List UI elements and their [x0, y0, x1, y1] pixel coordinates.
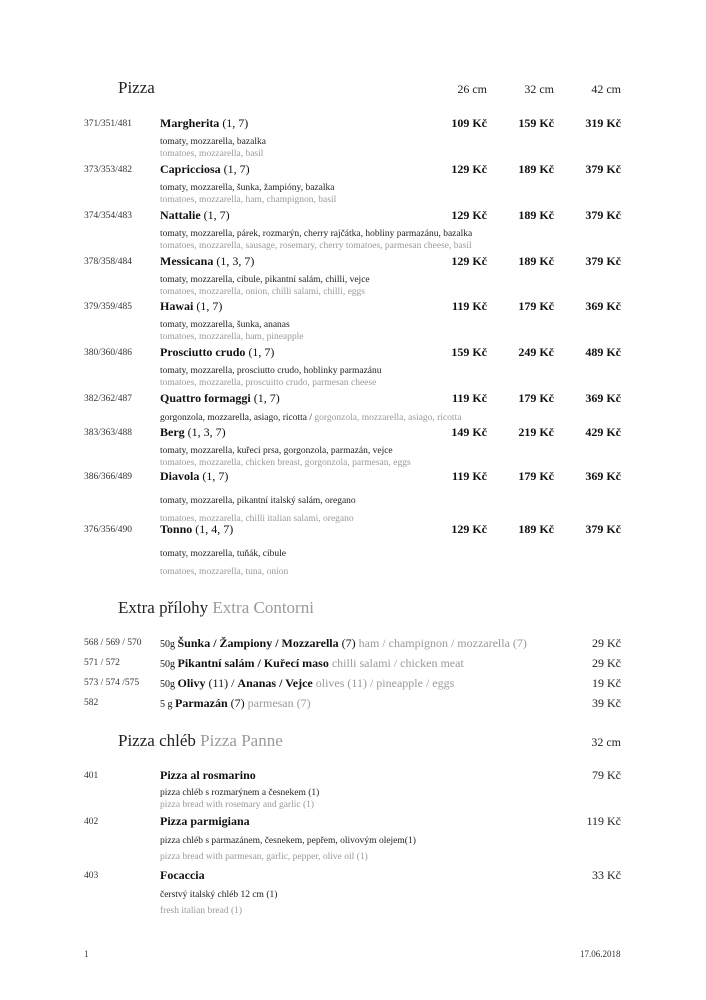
item-price: 119 Kč	[452, 469, 487, 483]
extra-qty: 50g	[160, 659, 178, 670]
extra-line	[160, 656, 464, 671]
item-allergens: (1, 7)	[193, 299, 223, 313]
extra-price: 29 Kč	[592, 656, 621, 670]
item-name: Diavola	[160, 469, 200, 483]
item-price: 129 Kč	[451, 522, 487, 536]
extra-name: Pikantní salám / Kuřecí maso	[177, 656, 329, 670]
item-desc-cz: tomaty, mozzarella, prosciutto crudo, hoblinky parmazánu	[160, 366, 382, 376]
bread-desc-en: pizza bread with rosemary and garlic (1)	[160, 800, 315, 810]
bread-desc-en: fresh italian bread (1)	[160, 906, 243, 916]
extra-allergens: (7)	[338, 636, 356, 650]
item-price: 189 Kč	[518, 254, 554, 268]
item-allergens: (1, 7)	[219, 116, 249, 130]
item-name-line	[160, 116, 248, 131]
item-price: 119 Kč	[452, 391, 487, 405]
item-price: 319 Kč	[585, 116, 621, 130]
item-desc-en: tomatoes, mozzarella, basil	[160, 149, 264, 159]
item-code: 383/363/488	[84, 428, 133, 438]
item-price: 369 Kč	[585, 299, 621, 313]
item-desc-en: tomatoes, mozzarella, tuna, onion	[160, 567, 289, 577]
extra-heading	[118, 598, 314, 618]
extra-price: 39 Kč	[592, 696, 621, 710]
item-allergens: (1, 7)	[199, 469, 229, 483]
item-name: Prosciutto crudo	[160, 345, 246, 359]
item-code: 380/360/486	[84, 348, 133, 358]
extra-qty: 50g	[160, 639, 178, 650]
item-price: 219 Kč	[518, 425, 554, 439]
item-price: 369 Kč	[585, 391, 621, 405]
bread-price: 79 Kč	[592, 768, 621, 782]
item-price: 159 Kč	[518, 116, 554, 130]
item-name-line	[160, 469, 228, 484]
item-name: Nattalie	[160, 208, 201, 222]
extra-name-2: Ananas / Vejce	[237, 676, 313, 690]
item-name-line	[160, 208, 230, 223]
item-allergens: (1, 7)	[220, 162, 250, 176]
extra-code: 582	[84, 698, 99, 708]
extra-line	[160, 636, 527, 651]
item-price: 189 Kč	[518, 208, 554, 222]
bread-heading-cz: Pizza chléb	[118, 731, 196, 750]
item-name-line	[160, 162, 250, 177]
item-desc-cz: gorgonzola, mozzarella, asiago, ricotta /	[160, 413, 315, 423]
item-desc-en: tomatoes, mozzarella, proscuitto crudo, parmesan cheese	[160, 378, 377, 388]
item-price: 489 Kč	[585, 345, 621, 359]
item-price: 379 Kč	[585, 162, 621, 176]
bread-name: Pizza parmigiana	[160, 814, 250, 828]
item-allergens: (1, 7)	[245, 345, 275, 359]
item-price: 109 Kč	[451, 116, 487, 130]
extra-name: Olivy	[177, 676, 206, 690]
item-desc-cz: tomaty, mozzarella, cibule, pikantní salám, chilli, vejce	[160, 275, 370, 285]
item-price: 179 Kč	[518, 469, 554, 483]
item-desc-en: gorgonzola, mozzarella, asiago, ricotta	[314, 413, 462, 423]
item-price: 129 Kč	[451, 208, 487, 222]
extra-en: ham / champignon / mozzarella (7)	[355, 636, 527, 650]
footer-date: 17.06.2018	[580, 949, 621, 959]
item-desc-en: tomatoes, mozzarella, chilli italian salami, oregano	[160, 514, 354, 524]
item-code: 386/366/489	[84, 472, 133, 482]
item-price: 129 Kč	[451, 254, 487, 268]
item-allergens: (1, 3, 7)	[213, 254, 255, 268]
item-name: Berg	[160, 425, 185, 439]
item-price: 159 Kč	[451, 345, 487, 359]
item-price: 149 Kč	[451, 425, 487, 439]
item-name-line	[160, 254, 254, 269]
pizza-heading: Pizza	[118, 78, 155, 97]
item-price: 379 Kč	[585, 254, 621, 268]
item-desc	[160, 413, 461, 423]
item-allergens: (1, 3, 7)	[184, 425, 226, 439]
bread-name: Pizza al rosmarino	[160, 768, 256, 782]
col-header-42: 42 cm	[591, 82, 621, 96]
item-price: 429 Kč	[585, 425, 621, 439]
item-price: 179 Kč	[518, 391, 554, 405]
item-desc-cz: tomaty, mozzarella, šunka, ananas	[160, 320, 290, 330]
item-desc-en: tomatoes, mozzarella, chicken breast, gorgonzola, parmesan, eggs	[160, 458, 411, 468]
bread-desc-cz: pizza chléb s parmazánem, česnekem, pepřem, olivovým olejem(1)	[160, 836, 416, 846]
bread-heading	[118, 731, 283, 751]
item-desc-cz: tomaty, mozzarella, bazalka	[160, 137, 266, 147]
bread-code: 401	[84, 771, 99, 781]
bread-name-line	[160, 868, 205, 883]
bread-desc-cz: pizza chléb s rozmarýnem a česnekem (1)	[160, 788, 320, 798]
item-code: 382/362/487	[84, 394, 133, 404]
item-desc-en: tomatoes, mozzarella, onion, chilli salami, chilli, eggs	[160, 287, 365, 297]
extra-name: Parmazán	[175, 696, 228, 710]
item-code: 371/351/481	[84, 119, 133, 129]
item-name-line	[160, 391, 280, 406]
item-allergens: (1, 4, 7)	[192, 522, 234, 536]
extra-heading-it: Extra Contorni	[208, 598, 314, 617]
item-name: Capricciosa	[160, 162, 221, 176]
item-desc-en: tomatoes, mozzarella, sausage, rosemary, cherry tomatoes, parmesan cheese, basil	[160, 241, 472, 251]
extra-code: 573 / 574 /575	[84, 678, 140, 688]
bread-price: 33 Kč	[592, 868, 621, 882]
extra-en: chilli salami / chicken meat	[328, 656, 464, 670]
item-allergens: (1, 7)	[200, 208, 230, 222]
bread-code: 402	[84, 817, 99, 827]
item-code: 376/356/490	[84, 525, 133, 535]
item-desc-en: tomatoes, mozzarella, ham, pineapple	[160, 332, 304, 342]
item-price: 129 Kč	[451, 162, 487, 176]
item-code: 374/354/483	[84, 211, 133, 221]
item-price: 179 Kč	[518, 299, 554, 313]
col-header-32: 32 cm	[524, 82, 554, 96]
bread-col-header: 32 cm	[591, 735, 621, 749]
extra-price: 19 Kč	[592, 676, 621, 690]
bread-name-line	[160, 768, 256, 783]
item-name: Tonno	[160, 522, 193, 536]
item-price: 379 Kč	[585, 522, 621, 536]
extra-qty: 50g	[160, 679, 178, 690]
item-name-line	[160, 522, 233, 537]
bread-desc-en: pizza bread with parmesan, garlic, pepper, olive oil (1)	[160, 852, 368, 862]
item-name: Hawai	[160, 299, 194, 313]
item-allergens: (1, 7)	[250, 391, 280, 405]
item-name: Messicana	[160, 254, 214, 268]
bread-name: Focaccia	[160, 868, 205, 882]
bread-heading-it: Pizza Panne	[195, 731, 283, 750]
extra-heading-cz: Extra přílohy	[118, 598, 209, 617]
bread-code: 403	[84, 871, 99, 881]
item-code: 373/353/482	[84, 165, 133, 175]
item-price: 189 Kč	[518, 522, 554, 536]
item-name-line	[160, 345, 274, 360]
extra-line	[160, 676, 454, 691]
bread-desc-cz: čerstvý italský chléb 12 cm (1)	[160, 890, 278, 900]
extra-code: 571 / 572	[84, 658, 120, 668]
item-desc-cz: tomaty, mozzarella, tuňák, cibule	[160, 549, 287, 559]
extra-allergens: (7)	[227, 696, 245, 710]
item-name-line	[160, 299, 222, 314]
item-name: Margherita	[160, 116, 220, 130]
extra-line	[160, 696, 311, 711]
item-price: 189 Kč	[518, 162, 554, 176]
bread-price: 119 Kč	[586, 814, 621, 828]
item-code: 378/358/484	[84, 257, 133, 267]
item-desc-cz: tomaty, mozzarella, párek, rozmarýn, cherry rajčátka, hobliny parmazánu, bazalka	[160, 229, 473, 239]
col-header-26: 26 cm	[457, 82, 487, 96]
extra-code: 568 / 569 / 570	[84, 638, 142, 648]
extra-name: Šunka / Žampiony / Mozzarella	[177, 636, 339, 650]
item-desc-cz: tomaty, mozzarella, kuřecí prsa, gorgonzola, parmazán, vejce	[160, 446, 393, 456]
extra-qty: 5 g	[160, 699, 175, 710]
item-price: 249 Kč	[518, 345, 554, 359]
extra-allergens: (11) /	[205, 676, 238, 690]
item-desc-en: tomatoes, mozzarella, ham, champignon, basil	[160, 195, 337, 205]
item-price: 119 Kč	[452, 299, 487, 313]
item-price: 369 Kč	[585, 469, 621, 483]
item-desc-cz: tomaty, mozzarella, šunka, žampióny, bazalka	[160, 183, 335, 193]
page-number: 1	[84, 949, 89, 959]
item-code: 379/359/485	[84, 302, 133, 312]
item-name-line	[160, 425, 226, 440]
bread-name-line	[160, 814, 250, 829]
extra-en: parmesan (7)	[244, 696, 311, 710]
item-price: 379 Kč	[585, 208, 621, 222]
item-name: Quattro formaggi	[160, 391, 251, 405]
item-desc-cz: tomaty, mozzarella, pikantní italský salám, oregano	[160, 496, 356, 506]
extra-en: olives (11) / pineapple / eggs	[312, 676, 455, 690]
extra-price: 29 Kč	[592, 636, 621, 650]
